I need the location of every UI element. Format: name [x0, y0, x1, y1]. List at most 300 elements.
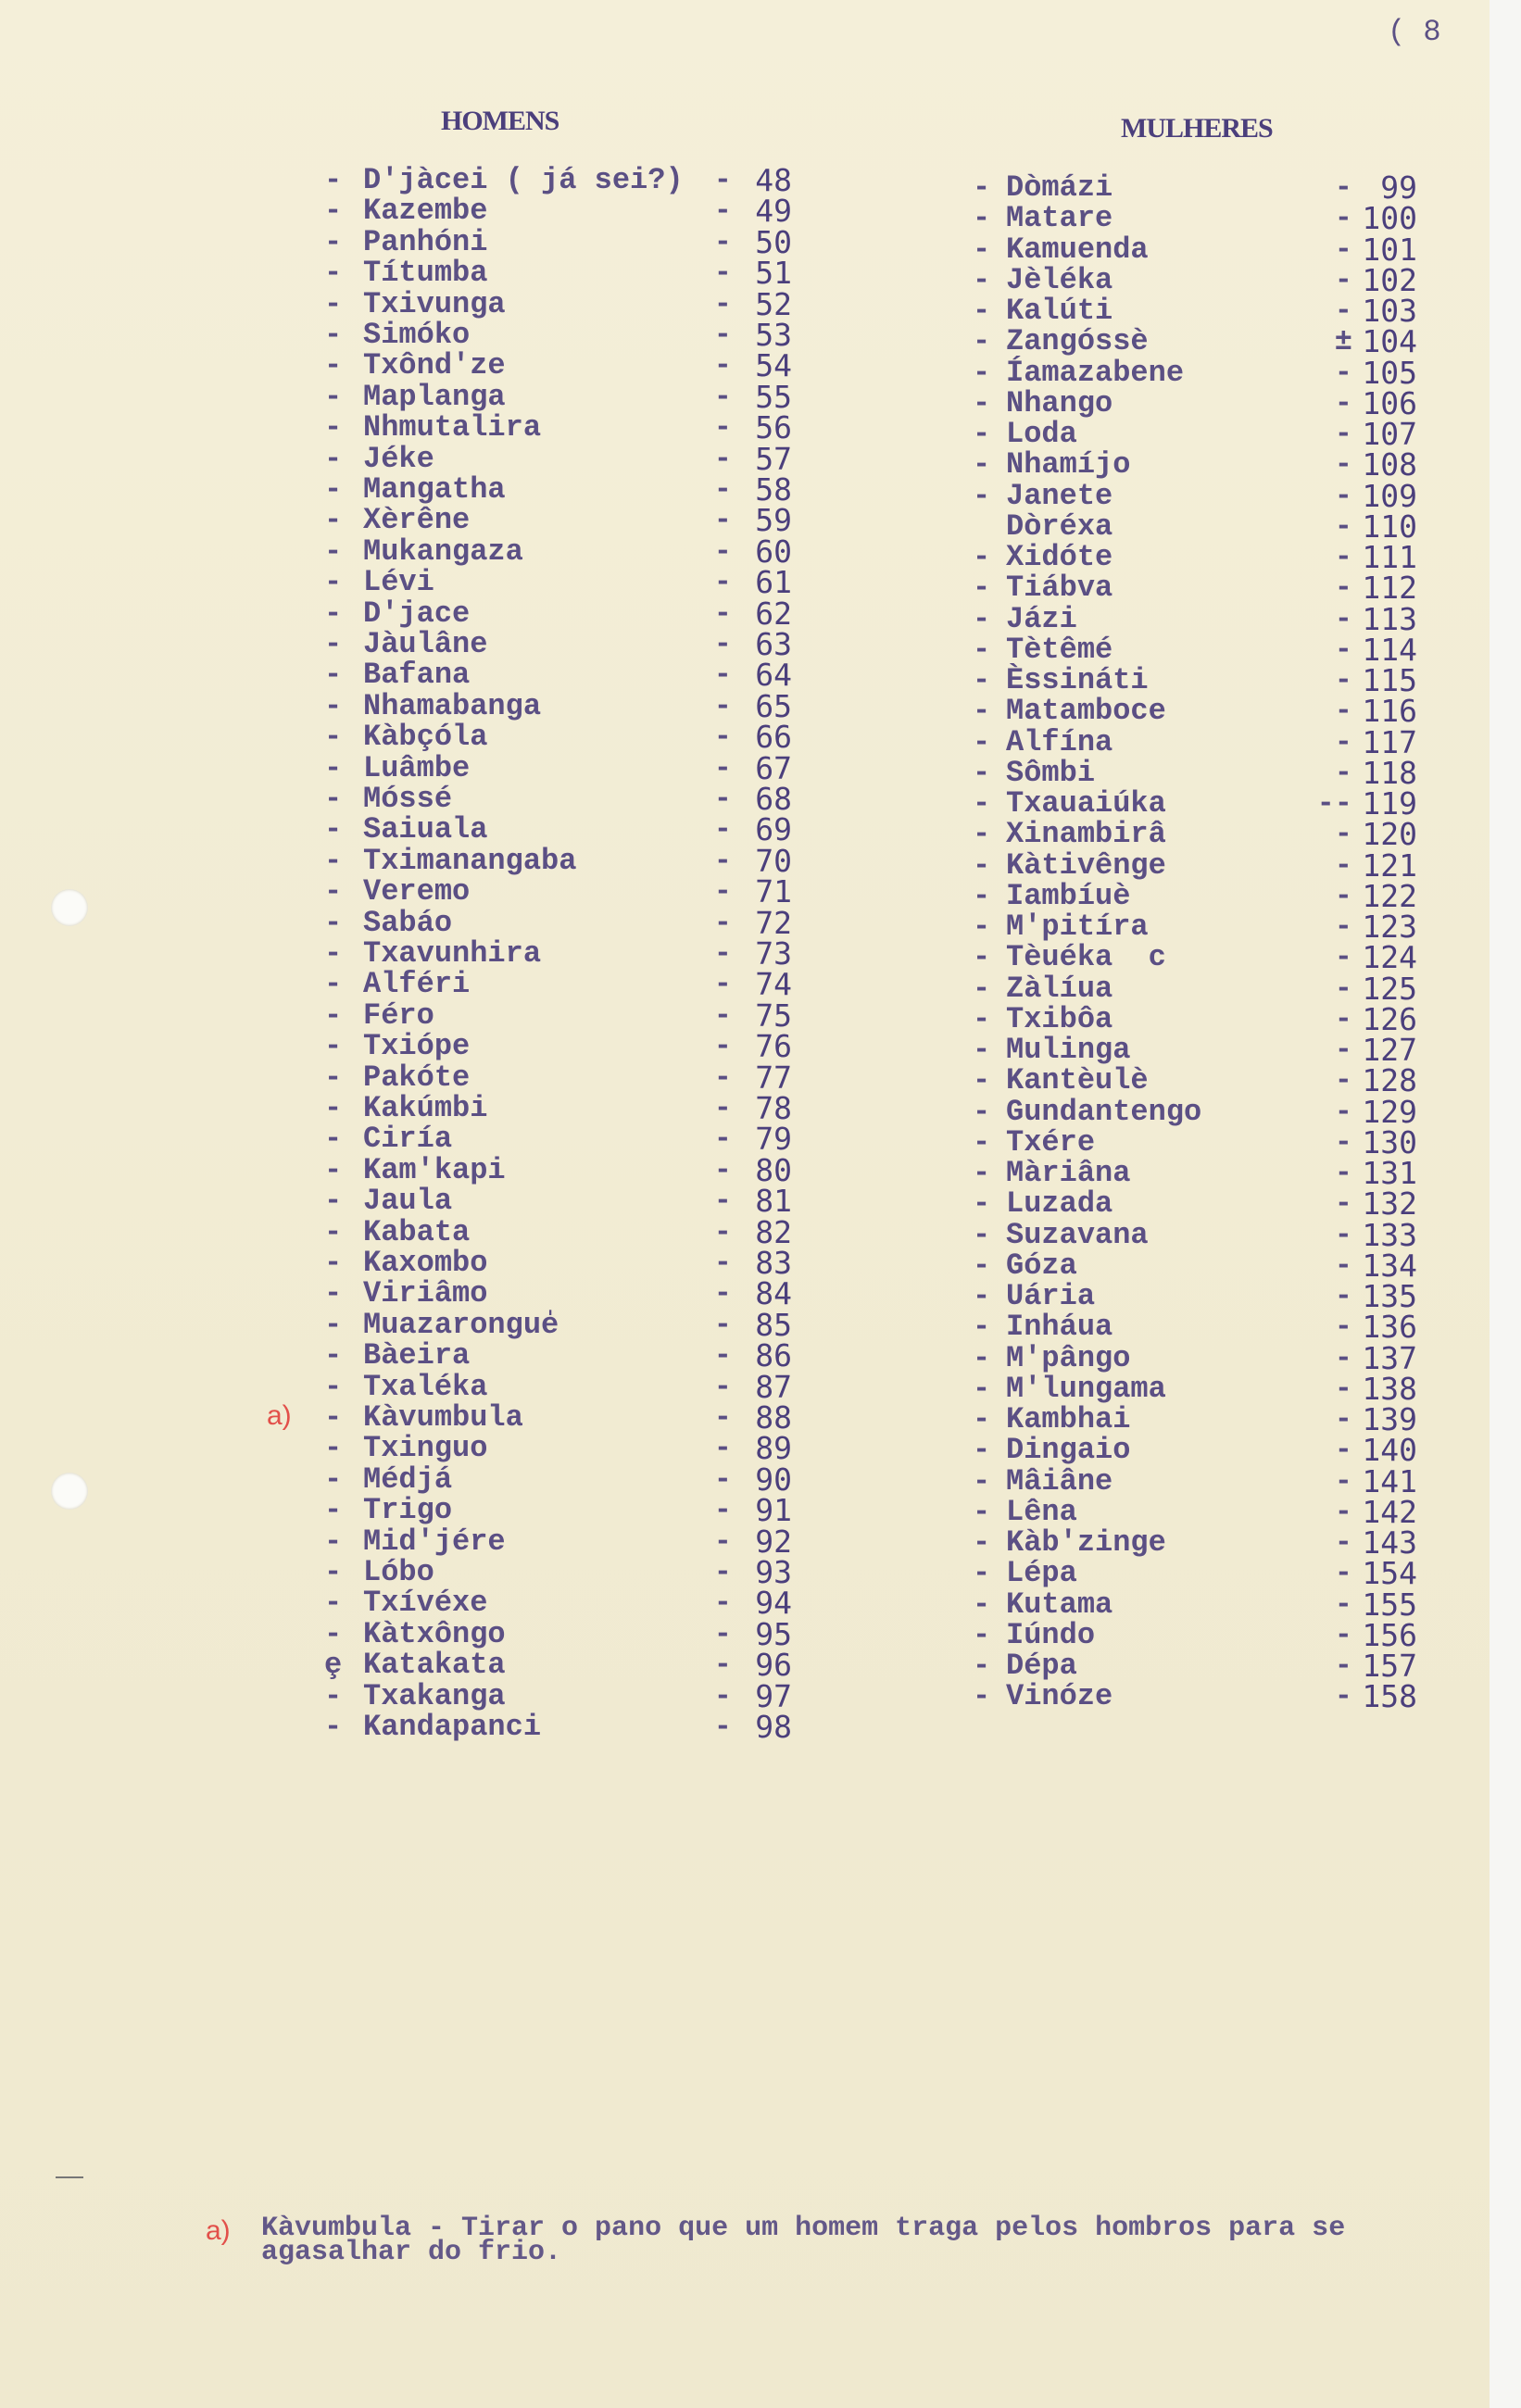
list-item-number: 137 [1362, 1339, 1417, 1376]
list-item-name: Txônd'ze [363, 348, 506, 383]
list-separator: - [1334, 294, 1352, 328]
list-item-name: Txívéxe [363, 1586, 488, 1621]
list-separator: - [1334, 232, 1352, 267]
list-separator: - [713, 936, 732, 971]
list-item-number: 127 [1362, 1032, 1417, 1068]
list-item-number: 155 [1362, 1586, 1417, 1623]
list-dash: - [324, 874, 343, 909]
list-dash: - [324, 1122, 343, 1157]
list-item-name: Kazembe [363, 194, 488, 229]
list-dash: - [973, 1186, 991, 1222]
list-item-number: 69 [755, 811, 792, 848]
list-dash: - [973, 1248, 991, 1283]
list-dash: - [973, 1525, 991, 1560]
list-item-name: Xinambirâ [1006, 817, 1166, 852]
list-separator: - [713, 782, 732, 816]
list-separator: - [1334, 971, 1352, 1006]
list-dash: - [324, 596, 343, 631]
list-item-number: 107 [1362, 416, 1417, 452]
list-item-number: 84 [755, 1275, 792, 1312]
list-separator: - [713, 1648, 732, 1683]
list-separator: - [1334, 1063, 1352, 1098]
list-item-number: 92 [755, 1523, 792, 1560]
list-item-number: 154 [1362, 1555, 1417, 1592]
list-separator: - [713, 1060, 732, 1095]
list-item-name: Mid'jére [363, 1524, 506, 1559]
list-item-name: Txakanga [363, 1678, 506, 1713]
list-item-name: Loda [1006, 417, 1077, 451]
list-item-name: Èssináti [1006, 663, 1149, 697]
list-item-name: Viriâmo [363, 1276, 488, 1311]
list-item-number: 53 [755, 317, 792, 353]
list-item-number: 156 [1362, 1616, 1417, 1653]
list-item-number: 88 [755, 1399, 792, 1436]
list-separator: - [1334, 201, 1352, 236]
list-item-name: Txére [1006, 1124, 1096, 1160]
list-item-number: 89 [755, 1430, 792, 1467]
list-dash: - [973, 294, 991, 328]
list-item-name: Kutama [1006, 1587, 1113, 1622]
list-item-name: Tètêmé [1006, 632, 1113, 667]
list-item-name: Jàulâne [363, 627, 488, 661]
list-item-number: 98 [755, 1709, 792, 1745]
list-item-number: 131 [1362, 1155, 1417, 1191]
list-item-name: Zangóssè [1006, 324, 1149, 359]
list-item-name: Iúndo [1006, 1617, 1096, 1652]
list-dash: - [324, 1184, 343, 1219]
list-item-number: 73 [755, 935, 792, 972]
list-separator: -- [1316, 786, 1352, 821]
list-item-number: 118 [1362, 754, 1417, 791]
list-item-number: 121 [1362, 847, 1417, 884]
list-separator: - [1334, 601, 1352, 636]
list-item-name: Txibôa [1006, 1001, 1113, 1036]
list-item-number: 157 [1362, 1648, 1417, 1684]
annotation-marker: a) [267, 1400, 292, 1431]
list-item-name: Txauaiúka [1006, 786, 1166, 821]
list-item-number: 59 [755, 502, 792, 539]
list-item-number: 101 [1362, 231, 1417, 268]
punch-hole [51, 889, 88, 926]
list-item-number: 117 [1362, 723, 1417, 760]
list-dash: - [324, 503, 343, 538]
footnote-marker: a) [206, 2215, 231, 2246]
list-separator: - [713, 688, 732, 723]
list-item-number: 102 [1362, 261, 1417, 298]
list-separator: - [713, 1431, 732, 1466]
list-separator: - [1334, 355, 1352, 390]
list-item-number: 100 [1362, 200, 1417, 237]
list-item-number: 111 [1362, 539, 1417, 575]
list-separator: - [713, 905, 732, 940]
list-separator: - [1334, 847, 1352, 883]
list-dash: - [324, 1431, 343, 1466]
list-separator: - [713, 1555, 732, 1589]
list-dash: - [324, 194, 343, 229]
list-item-number: 74 [755, 966, 792, 1003]
list-item-number: 143 [1362, 1524, 1417, 1561]
list-item-number: 79 [755, 1121, 792, 1158]
list-item-number: 134 [1362, 1247, 1417, 1284]
list-item-number: 103 [1362, 293, 1417, 329]
list-separator: - [1334, 540, 1352, 574]
list-item-name: Luâmbe [363, 750, 471, 785]
list-separator: - [1334, 878, 1352, 913]
list-separator: - [713, 472, 732, 507]
list-dash: - [973, 355, 991, 390]
list-item-number: 58 [755, 471, 792, 508]
list-item-number: 120 [1362, 816, 1417, 853]
list-separator: - [1334, 1033, 1352, 1067]
list-separator: - [1334, 1186, 1352, 1222]
list-item-number: 97 [755, 1677, 792, 1714]
list-dash: - [324, 348, 343, 383]
list-separator: - [713, 720, 732, 755]
list-dash: - [324, 1214, 343, 1249]
list-item-number: 105 [1362, 354, 1417, 391]
list-dash: - [324, 1152, 343, 1187]
list-dash: - [324, 1246, 343, 1280]
list-item-number: 62 [755, 595, 792, 632]
list-separator: - [713, 1369, 732, 1404]
list-item-name: Bàeira [363, 1338, 471, 1373]
list-item-name: Féro [363, 997, 434, 1033]
list-item-name: Kabata [363, 1214, 471, 1249]
list-dash: - [973, 1094, 991, 1129]
list-item-number: 104 [1362, 323, 1417, 360]
list-dash: - [973, 694, 991, 729]
punch-hole [51, 1473, 88, 1510]
footnote-line-1: Kàvumbula - Tirar o pano que um homem traga pelos hombros para se [261, 2213, 1346, 2244]
list-item-name: Iambíuè [1006, 878, 1131, 913]
list-dash: - [973, 1340, 991, 1375]
list-item-name: Txiópe [363, 1029, 471, 1064]
list-separator: - [1334, 508, 1352, 544]
list-dash: - [324, 1555, 343, 1589]
list-separator: - [713, 1678, 732, 1713]
list-separator: - [713, 1214, 732, 1249]
list-item-name: Kakúmbi [363, 1091, 488, 1125]
list-separator: - [1334, 262, 1352, 297]
list-separator: - [1334, 1649, 1352, 1683]
list-separator: - [1334, 170, 1352, 205]
list-separator: - [713, 1400, 732, 1435]
list-item-name: Muazarongue̍ [363, 1307, 559, 1342]
list-item-number: 122 [1362, 877, 1417, 914]
list-item-number: 50 [755, 223, 792, 260]
list-item-name: Mâiâne [1006, 1463, 1113, 1499]
list-separator: - [713, 843, 732, 878]
list-separator: - [1334, 1310, 1352, 1345]
list-separator: - [713, 533, 732, 569]
list-dash: - [973, 478, 991, 513]
list-dash: - [324, 256, 343, 291]
list-separator: - [713, 503, 732, 538]
list-item-number: 119 [1362, 785, 1417, 821]
list-dash: - [324, 997, 343, 1033]
list-item-name: Dòréxa [1006, 508, 1113, 544]
list-item-number: 139 [1362, 1401, 1417, 1437]
margin-mark [56, 2176, 83, 2178]
list-dash: - [324, 1710, 343, 1744]
list-item-name: Kàvumbula [363, 1400, 523, 1435]
list-separator: - [1334, 1217, 1352, 1252]
list-item-name: Txinguo [363, 1431, 488, 1466]
list-item-name: Mulinga [1006, 1033, 1131, 1067]
list-item-number: 51 [755, 255, 792, 292]
list-dash: - [973, 878, 991, 913]
list-separator: - [713, 1184, 732, 1219]
list-item-name: Kambhai [1006, 1402, 1131, 1436]
list-separator: - [713, 1246, 732, 1280]
list-item-name: Xèrêne [363, 503, 471, 538]
list-dash: - [324, 533, 343, 569]
list-item-number: 85 [755, 1306, 792, 1343]
list-dash: - [973, 1433, 991, 1468]
list-dash: - [324, 750, 343, 785]
list-item-number: 110 [1362, 508, 1417, 545]
list-item-number: 60 [755, 533, 792, 570]
list-dash: - [324, 782, 343, 816]
list-item-number: 63 [755, 626, 792, 662]
list-dash: - [973, 1587, 991, 1622]
list-item-number: 158 [1362, 1678, 1417, 1715]
list-dash: - [324, 936, 343, 971]
list-item-name: Janete [1006, 478, 1113, 513]
list-item-name: Góza [1006, 1248, 1077, 1283]
list-separator: - [713, 997, 732, 1033]
list-item-number: 140 [1362, 1432, 1417, 1469]
list-item-number: 78 [755, 1090, 792, 1126]
list-separator: - [1334, 1248, 1352, 1283]
list-dash: - [973, 1124, 991, 1160]
list-item-name: Bafana [363, 658, 471, 693]
list-item-number: 82 [755, 1213, 792, 1250]
list-item-name: Tiábva [1006, 571, 1113, 606]
list-dash: - [973, 1494, 991, 1529]
list-item-number: 132 [1362, 1185, 1417, 1223]
list-dash: - [324, 1524, 343, 1559]
list-item-name: Kantèulè [1006, 1063, 1149, 1098]
list-dash: - [324, 1400, 343, 1435]
list-dash: - [973, 1402, 991, 1436]
list-item-name: Íamazabene [1006, 355, 1185, 390]
list-item-number: 61 [755, 564, 792, 601]
list-item-number: 87 [755, 1368, 792, 1405]
list-item-name: Zàlíua [1006, 971, 1113, 1006]
list-separator: - [1334, 755, 1352, 790]
list-dash: - [973, 1063, 991, 1098]
list-separator: - [1334, 385, 1352, 420]
list-separator: - [713, 1338, 732, 1373]
list-separator: - [1334, 1556, 1352, 1591]
list-item-name: Txivunga [363, 286, 506, 321]
list-item-name: Jèléka [1006, 262, 1113, 297]
list-dash: - [973, 632, 991, 667]
list-item-name: Suzavana [1006, 1217, 1149, 1252]
list-item-number: 112 [1362, 570, 1417, 607]
list-item-name: D'jace [363, 596, 471, 631]
list-separator: - [1334, 1156, 1352, 1190]
list-dash: - [324, 1461, 343, 1497]
list-item-number: 71 [755, 873, 792, 910]
page-number: ( 8 [1388, 15, 1441, 49]
list-item-name: D'jàcei ( já sei?) [363, 163, 684, 197]
list-item-number: 91 [755, 1492, 792, 1529]
list-item-number: 65 [755, 687, 792, 724]
list-dash: - [324, 967, 343, 1002]
list-item-name: Tèuéka c [1006, 940, 1166, 975]
list-dash: - [973, 232, 991, 267]
list-separator: - [1334, 1001, 1352, 1036]
list-dash: - [973, 170, 991, 205]
list-separator: - [1334, 417, 1352, 451]
list-item-number: 55 [755, 378, 792, 415]
list-item-name: Alféri [363, 967, 471, 1002]
list-item-number: 70 [755, 842, 792, 879]
list-item-number: 116 [1362, 693, 1417, 730]
list-item-name: Sômbi [1006, 755, 1096, 790]
list-item-number: 56 [755, 409, 792, 446]
list-separator: - [1334, 940, 1352, 975]
list-item-number: 75 [755, 997, 792, 1034]
list-item-number: 49 [755, 193, 792, 230]
list-dash: - [973, 1310, 991, 1345]
list-item-name: Kàb'zinge [1006, 1525, 1166, 1560]
list-separator: - [1334, 1124, 1352, 1160]
list-item-name: Màriâna [1006, 1156, 1131, 1190]
list-item-name: Saiuala [363, 812, 488, 847]
list-item-name: Nhamíjo [1006, 447, 1131, 483]
list-dash: - [324, 318, 343, 352]
list-separator: - [713, 1616, 732, 1651]
list-item-number: 80 [755, 1151, 792, 1188]
list-item-name: Panhóni [363, 224, 488, 259]
list-item-name: Maplanga [363, 379, 506, 414]
list-separator: - [1334, 1525, 1352, 1560]
list-item-number: 67 [755, 749, 792, 786]
list-separator: - [713, 967, 732, 1002]
list-dash: - [324, 224, 343, 259]
list-item-name: Nhango [1006, 385, 1113, 420]
list-item-name: Trigo [363, 1493, 453, 1528]
list-dash: - [973, 540, 991, 574]
list-item-name: Médjá [363, 1461, 453, 1497]
list-item-number: 90 [755, 1461, 792, 1498]
list-dash: ȩ [324, 1648, 343, 1683]
list-item-name: Nhamabanga [363, 688, 542, 723]
list-item-number: 83 [755, 1245, 792, 1281]
list-item-name: Dingaio [1006, 1433, 1131, 1468]
list-dash: - [973, 1679, 991, 1714]
list-separator: - [713, 318, 732, 352]
list-item-name: Dòmázi [1006, 170, 1113, 205]
list-item-number: 81 [755, 1183, 792, 1220]
list-separator: - [713, 750, 732, 785]
list-dash: - [973, 971, 991, 1006]
list-item-name: Lépa [1006, 1556, 1077, 1591]
list-dash: - [973, 1556, 991, 1591]
list-item-name: Lóbo [363, 1555, 434, 1589]
list-separator: - [713, 565, 732, 600]
list-separator: - [1334, 478, 1352, 513]
list-item-number: 93 [755, 1554, 792, 1590]
list-item-name: Vinóze [1006, 1679, 1113, 1714]
list-item-number: 123 [1362, 909, 1417, 945]
scan-edge [1490, 0, 1521, 2408]
list-separator: - [713, 163, 732, 197]
list-item-number: 86 [755, 1337, 792, 1374]
list-item-name: Luzada [1006, 1186, 1113, 1222]
list-dash: - [324, 472, 343, 507]
list-separator: - [1334, 694, 1352, 729]
list-item-number: 99 [1380, 169, 1417, 206]
list-dash: - [973, 417, 991, 451]
list-separator: - [1334, 909, 1352, 944]
list-dash: - [973, 1033, 991, 1067]
list-item-name: Kàtivênge [1006, 847, 1166, 883]
list-item-name: Xidóte [1006, 540, 1113, 574]
list-item-name: M'pitíra [1006, 909, 1149, 944]
list-item-name: Tximanangaba [363, 843, 577, 878]
list-separator: - [1334, 663, 1352, 697]
list-item-name: Jaula [363, 1184, 453, 1219]
list-item-number: 113 [1362, 600, 1417, 637]
list-item-number: 64 [755, 657, 792, 694]
list-separator: - [713, 286, 732, 321]
list-dash: - [324, 1276, 343, 1311]
list-item-name: Lêna [1006, 1494, 1077, 1529]
list-dash: - [973, 447, 991, 483]
list-item-number: 95 [755, 1615, 792, 1652]
list-item-number: 66 [755, 719, 792, 756]
list-item-number: 54 [755, 347, 792, 384]
list-item-name: Uária [1006, 1279, 1096, 1313]
list-item-name: Alfína [1006, 724, 1113, 759]
list-dash: - [324, 658, 343, 693]
list-dash: - [324, 1493, 343, 1528]
list-dash: - [324, 1678, 343, 1713]
list-item-name: Txaléka [363, 1369, 488, 1404]
list-dash: - [324, 1307, 343, 1342]
list-separator: - [713, 1524, 732, 1559]
list-separator: - [713, 1029, 732, 1064]
list-item-name: Jázi [1006, 601, 1077, 636]
list-separator: - [1334, 817, 1352, 852]
list-item-name: Ciría [363, 1122, 453, 1157]
list-separator: - [713, 1493, 732, 1528]
list-item-name: Veremo [363, 874, 471, 909]
list-separator: ± [1334, 324, 1352, 359]
list-dash: - [324, 163, 343, 197]
list-dash: - [973, 1463, 991, 1499]
list-item-number: 136 [1362, 1309, 1417, 1346]
list-separator: - [713, 194, 732, 229]
list-item-name: Kàtxôngo [363, 1616, 506, 1651]
list-separator: - [713, 1461, 732, 1497]
list-dash: - [973, 1371, 991, 1406]
list-item-name: Pakóte [363, 1060, 471, 1095]
list-item-number: 77 [755, 1059, 792, 1096]
list-separator: - [713, 812, 732, 847]
list-item-name: Kàbçóla [363, 720, 488, 755]
list-item-name: Kamuenda [1006, 232, 1149, 267]
list-dash: - [973, 324, 991, 359]
list-separator: - [713, 410, 732, 445]
list-dash: - [324, 812, 343, 847]
list-dash: - [324, 410, 343, 445]
list-separator: - [1334, 1402, 1352, 1436]
